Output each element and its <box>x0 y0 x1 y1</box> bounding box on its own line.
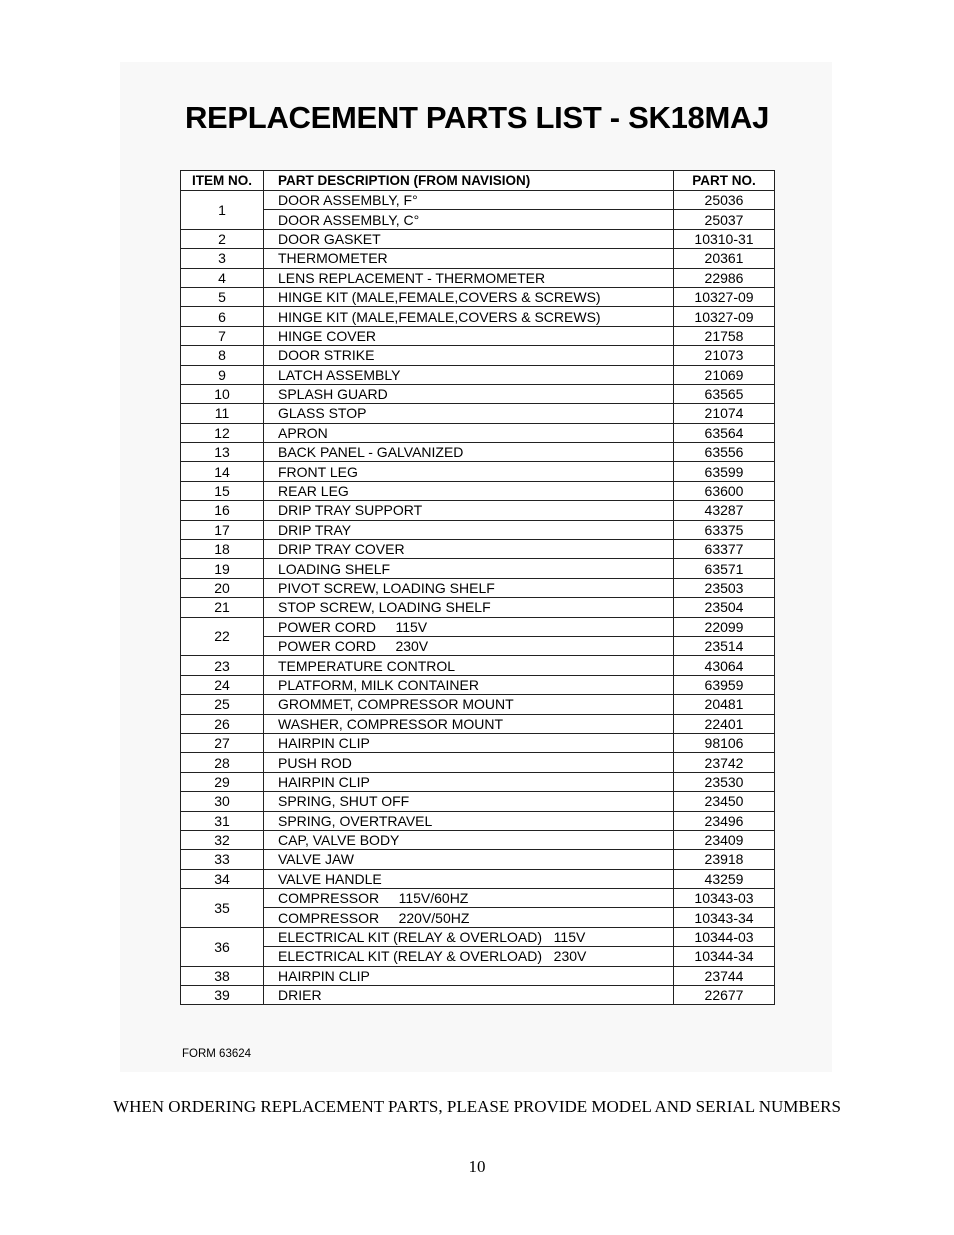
item-number-cell: 26 <box>181 714 264 733</box>
part-number-cell: 43064 <box>674 656 775 675</box>
table-row <box>181 578 775 597</box>
part-number-cell: 21069 <box>674 365 775 384</box>
part-number-cell: 23496 <box>674 811 775 830</box>
part-description-cell: PIVOT SCREW, LOADING SHELF <box>264 578 674 597</box>
table-row <box>181 947 775 966</box>
table-row <box>181 501 775 520</box>
item-number-cell: 32 <box>181 830 264 849</box>
item-number-cell: 21 <box>181 598 264 617</box>
part-number-cell: 63565 <box>674 384 775 403</box>
table-row <box>181 675 775 694</box>
part-description-cell: GLASS STOP <box>264 404 674 423</box>
part-number-cell: 10344-34 <box>674 947 775 966</box>
item-number-cell: 15 <box>181 481 264 500</box>
part-description-cell: LENS REPLACEMENT - THERMOMETER <box>264 268 674 287</box>
item-number-cell: 35 <box>181 889 264 928</box>
part-description-cell: PUSH ROD <box>264 753 674 772</box>
part-number-cell: 20481 <box>674 695 775 714</box>
part-number-cell: 23744 <box>674 966 775 985</box>
part-number-cell: 63377 <box>674 540 775 559</box>
table-row <box>181 191 775 210</box>
part-description-cell: POWER CORD 230V <box>264 636 674 655</box>
table-row <box>181 889 775 908</box>
item-number-cell: 23 <box>181 656 264 675</box>
table-row <box>181 986 775 1005</box>
table-row <box>181 908 775 927</box>
header-item-no: ITEM NO. <box>181 171 264 191</box>
part-description-cell: DOOR STRIKE <box>264 346 674 365</box>
item-number-cell: 6 <box>181 307 264 326</box>
part-description-cell: DRIP TRAY SUPPORT <box>264 501 674 520</box>
item-number-cell: 30 <box>181 792 264 811</box>
item-number-cell: 7 <box>181 326 264 345</box>
form-number: FORM 63624 <box>182 1048 252 1060</box>
part-number-cell: 43259 <box>674 869 775 888</box>
part-description-cell: DOOR ASSEMBLY, C° <box>264 210 674 229</box>
part-number-cell: 10327-09 <box>674 287 775 306</box>
item-number-cell: 8 <box>181 346 264 365</box>
part-number-cell: 20361 <box>674 249 775 268</box>
part-number-cell: 63556 <box>674 443 775 462</box>
table-row <box>181 346 775 365</box>
page-number: 10 <box>468 1157 486 1176</box>
part-description-cell: GROMMET, COMPRESSOR MOUNT <box>264 695 674 714</box>
item-number-cell: 14 <box>181 462 264 481</box>
part-description-cell: HAIRPIN CLIP <box>264 733 674 752</box>
part-number-cell: 23503 <box>674 578 775 597</box>
item-number-cell: 18 <box>181 540 264 559</box>
part-number-cell: 10310-31 <box>674 229 775 248</box>
part-description-cell: VALVE JAW <box>264 850 674 869</box>
table-row <box>181 540 775 559</box>
parts-table <box>180 170 775 1005</box>
part-description-cell: LATCH ASSEMBLY <box>264 365 674 384</box>
part-number-cell: 23918 <box>674 850 775 869</box>
part-description-cell: WASHER, COMPRESSOR MOUNT <box>264 714 674 733</box>
table-row <box>181 462 775 481</box>
part-number-cell: 23742 <box>674 753 775 772</box>
item-number-cell: 38 <box>181 966 264 985</box>
item-number-cell: 3 <box>181 249 264 268</box>
part-description-cell: VALVE HANDLE <box>264 869 674 888</box>
table-row <box>181 869 775 888</box>
item-number-cell: 20 <box>181 578 264 597</box>
item-number-cell: 39 <box>181 986 264 1005</box>
part-number-cell: 63375 <box>674 520 775 539</box>
item-number-cell: 2 <box>181 229 264 248</box>
table-row <box>181 365 775 384</box>
item-number-cell: 1 <box>181 191 264 230</box>
table-row <box>181 326 775 345</box>
table-row <box>181 210 775 229</box>
item-number-cell: 25 <box>181 695 264 714</box>
part-number-cell: 23409 <box>674 830 775 849</box>
table-row <box>181 830 775 849</box>
table-row <box>181 636 775 655</box>
header-part-no: PART NO. <box>674 171 775 191</box>
part-number-cell: 63571 <box>674 559 775 578</box>
part-number-cell: 63599 <box>674 462 775 481</box>
table-row <box>181 598 775 617</box>
table-header-row <box>181 171 775 191</box>
table-row <box>181 695 775 714</box>
part-number-cell: 21758 <box>674 326 775 345</box>
part-description-cell: DRIP TRAY COVER <box>264 540 674 559</box>
part-number-cell: 23514 <box>674 636 775 655</box>
part-description-cell: FRONT LEG <box>264 462 674 481</box>
item-number-cell: 13 <box>181 443 264 462</box>
part-description-cell: THERMOMETER <box>264 249 674 268</box>
part-description-cell: CAP, VALVE BODY <box>264 830 674 849</box>
part-description-cell: POWER CORD 115V <box>264 617 674 636</box>
item-number-cell: 24 <box>181 675 264 694</box>
item-number-cell: 11 <box>181 404 264 423</box>
part-description-cell: PLATFORM, MILK CONTAINER <box>264 675 674 694</box>
part-number-cell: 22677 <box>674 986 775 1005</box>
table-row <box>181 733 775 752</box>
table-row <box>181 656 775 675</box>
table-row <box>181 772 775 791</box>
part-description-cell: BACK PANEL - GALVANIZED <box>264 443 674 462</box>
item-number-cell: 9 <box>181 365 264 384</box>
table-row <box>181 249 775 268</box>
table-row <box>181 229 775 248</box>
part-number-cell: 43287 <box>674 501 775 520</box>
item-number-cell: 16 <box>181 501 264 520</box>
part-number-cell: 25036 <box>674 191 775 210</box>
part-description-cell: ELECTRICAL KIT (RELAY & OVERLOAD) 115V <box>264 927 674 946</box>
part-number-cell: 23450 <box>674 792 775 811</box>
part-description-cell: STOP SCREW, LOADING SHELF <box>264 598 674 617</box>
part-description-cell: HINGE COVER <box>264 326 674 345</box>
table-row <box>181 443 775 462</box>
table-row <box>181 307 775 326</box>
table-row <box>181 714 775 733</box>
table-row <box>181 617 775 636</box>
part-number-cell: 63564 <box>674 423 775 442</box>
part-description-cell: HAIRPIN CLIP <box>264 772 674 791</box>
part-number-cell: 25037 <box>674 210 775 229</box>
part-number-cell: 22401 <box>674 714 775 733</box>
part-number-cell: 63959 <box>674 675 775 694</box>
table-row <box>181 811 775 830</box>
parts-table-body <box>181 191 775 1005</box>
table-row <box>181 850 775 869</box>
part-description-cell: LOADING SHELF <box>264 559 674 578</box>
item-number-cell: 34 <box>181 869 264 888</box>
table-row <box>181 481 775 500</box>
item-number-cell: 28 <box>181 753 264 772</box>
part-description-cell: TEMPERATURE CONTROL <box>264 656 674 675</box>
part-description-cell: HINGE KIT (MALE,FEMALE,COVERS & SCREWS) <box>264 287 674 306</box>
item-number-cell: 12 <box>181 423 264 442</box>
part-number-cell: 98106 <box>674 733 775 752</box>
table-row <box>181 404 775 423</box>
part-number-cell: 21074 <box>674 404 775 423</box>
part-description-cell: SPRING, SHUT OFF <box>264 792 674 811</box>
item-number-cell: 29 <box>181 772 264 791</box>
table-row <box>181 966 775 985</box>
item-number-cell: 22 <box>181 617 264 656</box>
part-number-cell: 23504 <box>674 598 775 617</box>
part-description-cell: HAIRPIN CLIP <box>264 966 674 985</box>
table-row <box>181 559 775 578</box>
part-description-cell: DRIP TRAY <box>264 520 674 539</box>
part-description-cell: REAR LEG <box>264 481 674 500</box>
item-number-cell: 17 <box>181 520 264 539</box>
page-title: REPLACEMENT PARTS LIST - SK18MAJ <box>184 100 770 135</box>
item-number-cell: 36 <box>181 927 264 966</box>
item-number-cell: 33 <box>181 850 264 869</box>
part-number-cell: 10327-09 <box>674 307 775 326</box>
item-number-cell: 19 <box>181 559 264 578</box>
part-number-cell: 21073 <box>674 346 775 365</box>
table-row <box>181 927 775 946</box>
part-description-cell: HINGE KIT (MALE,FEMALE,COVERS & SCREWS) <box>264 307 674 326</box>
part-number-cell: 10343-34 <box>674 908 775 927</box>
item-number-cell: 31 <box>181 811 264 830</box>
table-row <box>181 792 775 811</box>
table-row <box>181 268 775 287</box>
part-number-cell: 63600 <box>674 481 775 500</box>
part-description-cell: APRON <box>264 423 674 442</box>
ordering-notice: WHEN ORDERING REPLACEMENT PARTS, PLEASE PROVIDE MODEL AND SERIAL NUMBERS <box>113 1097 841 1116</box>
item-number-cell: 4 <box>181 268 264 287</box>
part-description-cell: DOOR GASKET <box>264 229 674 248</box>
header-part-description: PART DESCRIPTION (FROM NAVISION) <box>264 171 674 191</box>
part-number-cell: 10343-03 <box>674 889 775 908</box>
part-number-cell: 22986 <box>674 268 775 287</box>
part-number-cell: 22099 <box>674 617 775 636</box>
item-number-cell: 27 <box>181 733 264 752</box>
item-number-cell: 10 <box>181 384 264 403</box>
table-row <box>181 423 775 442</box>
table-row <box>181 384 775 403</box>
part-number-cell: 10344-03 <box>674 927 775 946</box>
part-description-cell: ELECTRICAL KIT (RELAY & OVERLOAD) 230V <box>264 947 674 966</box>
table-row <box>181 287 775 306</box>
part-description-cell: SPLASH GUARD <box>264 384 674 403</box>
item-number-cell: 5 <box>181 287 264 306</box>
table-row <box>181 520 775 539</box>
part-number-cell: 23530 <box>674 772 775 791</box>
part-description-cell: DOOR ASSEMBLY, F° <box>264 191 674 210</box>
part-description-cell: SPRING, OVERTRAVEL <box>264 811 674 830</box>
part-description-cell: COMPRESSOR 220V/50HZ <box>264 908 674 927</box>
part-description-cell: COMPRESSOR 115V/60HZ <box>264 889 674 908</box>
table-row <box>181 753 775 772</box>
part-description-cell: DRIER <box>264 986 674 1005</box>
